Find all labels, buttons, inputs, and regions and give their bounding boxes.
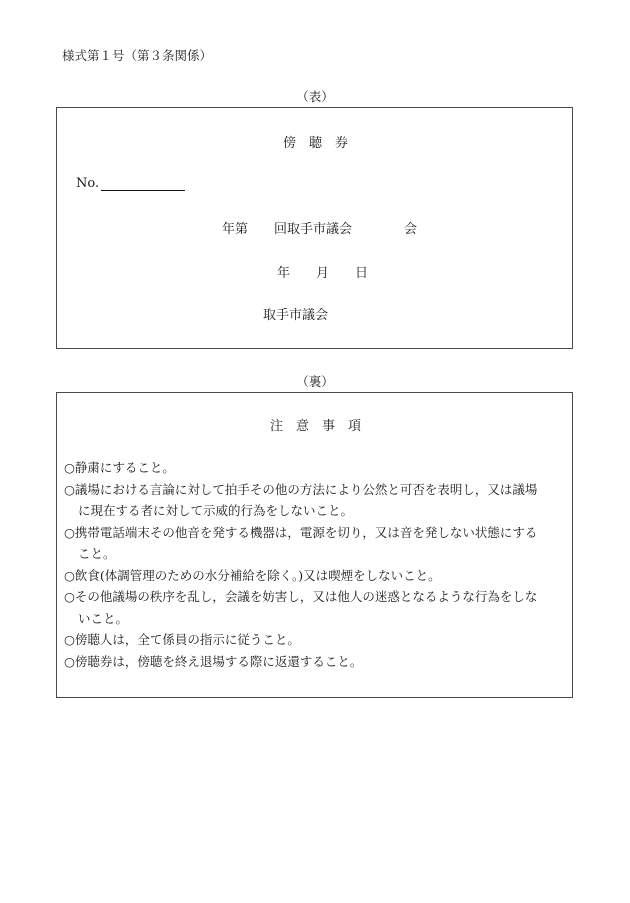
- date-line: 年 月 日: [277, 266, 369, 281]
- ticket-title: 傍 聴 券: [283, 136, 349, 151]
- number-blank-line: [101, 176, 185, 191]
- notice-title: 注 意 事 項: [270, 419, 362, 434]
- notice-item: ○その他議場の秩序を乱し，会議を妨害し，又は他人の迷惑となるような行為をしな いこと。: [64, 589, 538, 626]
- number-prefix: No.: [76, 176, 100, 191]
- back-side-label: （裏）: [296, 374, 334, 389]
- notice-item: ○議場における言論に対して拍手その他の方法により公然と可否を表明し，又は議場 に現在する者に対して示威的行為をしないこと。: [64, 481, 538, 518]
- ticket-front: [56, 107, 573, 349]
- session-line: 年第 回取手市議会 会: [222, 222, 418, 237]
- issuer: 取手市議会: [263, 308, 329, 323]
- notice-item: ○静粛にすること。: [64, 460, 175, 475]
- notice-item: ○傍聴券は，傍聴を終え退場する際に返還すること。: [64, 653, 363, 669]
- notice-item: ○携帯電話端末その他音を発する機器は，電源を切り，又は音を発しない状態にする こと。: [64, 524, 538, 561]
- notice-list: [64, 457, 566, 672]
- notice-item: ○傍聴人は，全て係員の指示に従うこと。: [64, 632, 300, 647]
- ticket-back: [56, 392, 573, 698]
- front-side-label: （表）: [296, 89, 334, 104]
- ticket-number: [76, 176, 185, 191]
- notice-item: ○飲食(体調管理のための水分補給を除く。)又は喫煙をしないこと。: [64, 567, 441, 583]
- form-label: 様式第１号（第３条関係）: [62, 48, 213, 63]
